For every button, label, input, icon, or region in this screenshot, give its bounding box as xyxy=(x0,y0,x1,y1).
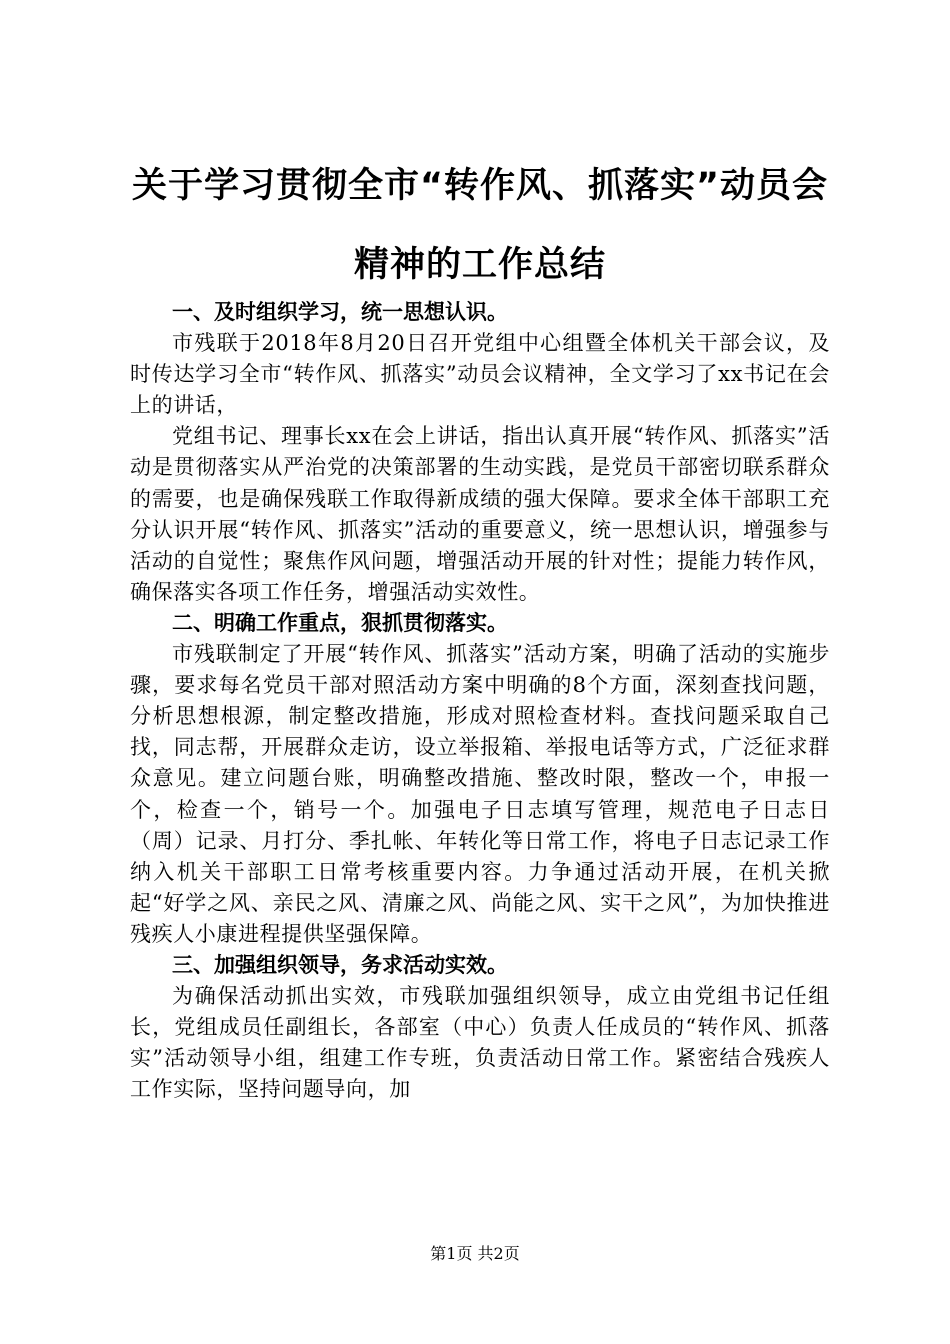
paragraph: 党组书记、理事长xx在会上讲话，指出认真开展“转作风、抓落实”活动是贯彻落实从严治党的决策部署的生动实践，是党员干部密切联系群众的需要，也是确保残联工作取得新成绩的强大保障。要求全体干部职工充分认识开展“转作风、抓落实”活动的重要意义，统一思想认识，增强参与活动的自觉性；聚焦作风问题，增强活动开展的针对性；提能力转作风，确保落实各项工作任务，增强活动实效性。 xyxy=(130,424,830,604)
document-body xyxy=(130,297,830,1105)
paragraph: 市残联于2018年8月20日召开党组中心组暨全体机关干部会议，及时传达学习全市“转作风、抓落实”动员会议精神，全文学习了xx书记在会上的讲话， xyxy=(130,331,830,418)
document-title-line-2: 精神的工作总结 xyxy=(353,245,606,285)
page-number-footer: 第1页 共2页 xyxy=(430,1244,520,1263)
section-heading-3: 三、加强组织领导，务求活动实效。 xyxy=(172,952,508,977)
paragraph: 市残联制定了开展“转作风、抓落实”活动方案，明确了活动的实施步骤，要求每名党员干部对照活动方案中明确的8个方面，深刻查找问题，分析思想根源，制定整改措施，形成对照检查材料。查找问题采取自己找，同志帮，开展群众走访，设立举报箱、举报电话等方式，广泛征求群众意见。建立问题台账，明确整改措施、整改时限，整改一个，申报一个，检查一个，销号一个。加强电子日志填写管理，规范电子日志日（周）记录、月打分、季扎帐、年转化等日常工作，将电子日志记录工作纳入机关干部职工日常考核重要内容。力争通过活动开展，在机关掀起“好学之风、亲民之风、清廉之风、尚能之风、实干之风”，为加快推进残疾人小康进程提供坚强保障。 xyxy=(130,642,830,946)
document-title-line-1: 关于学习贯彻全市“转作风、抓落实”动员会 xyxy=(131,166,828,206)
section-heading-2: 二、明确工作重点，狠抓贯彻落实。 xyxy=(172,610,508,635)
paragraph: 为确保活动抓出实效，市残联加强组织领导，成立由党组书记任组长，党组成员任副组长，各部室（中心）负责人任成员的“转作风、抓落实”活动领导小组，组建工作专班，负责活动日常工作。紧密结合残疾人工作实际，坚持问题导向，加 xyxy=(130,984,830,1102)
section-heading-1: 一、及时组织学习，统一思想认识。 xyxy=(172,300,508,324)
